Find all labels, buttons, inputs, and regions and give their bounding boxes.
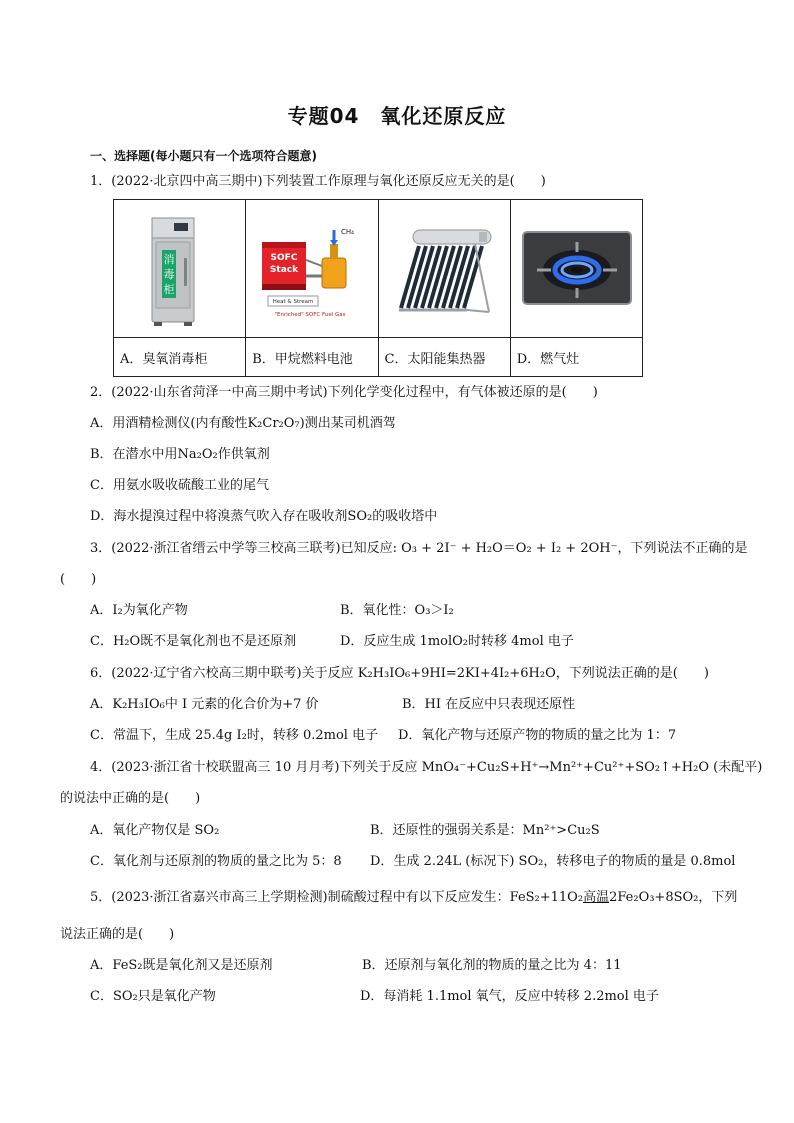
- cabinet-char-1: 消: [163, 253, 175, 266]
- q3-option-b: B．氧化性：O₃＞I₂: [340, 603, 454, 618]
- q1-image-cabinet: [114, 200, 246, 338]
- cabinet-char-2: 毒: [163, 268, 175, 281]
- fuel-cell-icon: [246, 200, 378, 337]
- solar-heater-icon: [379, 200, 511, 337]
- q6-option-c: C．常温下，生成 25.4g I₂时，转移 0.2mol 电子: [90, 728, 379, 743]
- q2-option-b: B．在潜水中用Na₂O₂作供氧剂: [90, 447, 270, 462]
- q4-stem-line2: 的说法中正确的是( ): [60, 791, 201, 806]
- fuelcell-label-sofc: SOFC: [270, 253, 298, 263]
- q6-stem: 6．(2022·辽宁省六校高三期中联考)关于反应 K₂H₃IO₆+9HI=2KI+4I₂+6H₂O，下列说法正确的是( ): [90, 666, 709, 681]
- q5-option-c: C．SO₂只是氧化产物: [90, 989, 216, 1004]
- q2-option-c: C．用氨水吸收硫酸工业的尾气: [90, 478, 269, 493]
- q2-option-d: D．海水提溴过程中将溴蒸气吹入存在吸收剂SO₂的吸收塔中: [90, 509, 438, 524]
- q1-image-fuelcell: [246, 200, 378, 338]
- q4-option-b: B．还原性的强弱关系是：Mn²⁺>Cu₂S: [370, 823, 600, 838]
- q4-stem-line1: 4．(2023·浙江省十校联盟高三 10 月月考)下列关于反应 MnO₄⁻+Cu₂S+H⁺→Mn²⁺+Cu²⁺+SO₂↑+H₂O (未配平): [90, 760, 763, 775]
- gas-stove-icon: [511, 200, 643, 337]
- q3-option-c: C．H₂O既不是氧化剂也不是还原剂: [90, 634, 297, 649]
- q1-option-c: C．太阳能集热器: [378, 338, 510, 377]
- q1-device-table: [113, 199, 643, 377]
- q5-stem-line1: [90, 890, 737, 906]
- q5-option-a: A．FeS₂既是氧化剂又是还原剂: [90, 958, 273, 973]
- q4-option-d: D．生成 2.24L (标况下) SO₂，转移电子的物质的量是 0.8mol: [370, 854, 736, 869]
- fuelcell-label-ch4: CH₄: [341, 228, 355, 236]
- q5-option-d: D．每消耗 1.1mol 氧气，反应中转移 2.2mol 电子: [360, 989, 659, 1004]
- q6-option-a: A．K₂H₃IO₆中 I 元素的化合价为+7 价: [90, 697, 319, 712]
- q5-stem-part1: 5．(2023·浙江省嘉兴市高三上学期检测)制硫酸过程中有以下反应发生：FeS₂+11O₂: [90, 890, 584, 905]
- q4-option-c: C．氧化剂与还原剂的物质的量之比为 5：8: [90, 854, 342, 869]
- q1-stem: 1．(2022·北京四中高三期中)下列装置工作原理与氧化还原反应无关的是( ): [90, 174, 546, 189]
- q3-option-d: D．反应生成 1molO₂时转移 4mol 电子: [340, 634, 574, 649]
- fuelcell-label-heat: Heat & Stream: [272, 299, 314, 305]
- page-title: 专题04 氧化还原反应: [287, 104, 507, 128]
- q1-image-solar: [378, 200, 510, 338]
- q2-option-a: A．用酒精检测仪(内有酸性K₂Cr₂O₇)测出某司机酒驾: [90, 416, 396, 431]
- q5-option-b: B．还原剂与氧化剂的物质的量之比为 4：11: [362, 958, 622, 973]
- q5-stem-part2: 2Fe₂O₃+8SO₂，下列: [609, 890, 738, 905]
- q1-option-d: D．燃气灶: [510, 338, 642, 377]
- q1-image-stove: [510, 200, 642, 338]
- q6-option-d: D．氧化产物与还原产物的物质的量之比为 1：7: [398, 728, 677, 743]
- q3-option-a: A．I₂为氧化产物: [90, 603, 188, 618]
- q4-option-a: A．氧化产物仅是 SO₂: [90, 823, 220, 838]
- q5-stem-line2: 说法正确的是( ): [60, 927, 175, 942]
- q5-condition-high-temp: 高温: [583, 890, 610, 905]
- cabinet-char-3: 柜: [163, 283, 175, 296]
- q2-stem: 2．(2022·山东省菏泽一中高三期中考试)下列化学变化过程中，有气体被还原的是( ): [90, 385, 598, 400]
- q1-option-b: B．甲烷燃料电池: [246, 338, 378, 377]
- fuelcell-label-stack: Stack: [270, 265, 299, 275]
- fuelcell-caption: "Enriched" SOFC Fuel Gas: [274, 312, 346, 318]
- q3-stem-line1: 3．(2022·浙江省缙云中学等三校高三联考)已知反应: O₃ + 2I⁻ + H₂O＝O₂ + I₂ + 2OH⁻，下列说法不正确的是: [90, 541, 748, 556]
- q6-option-b: B．HI 在反应中只表现还原性: [402, 697, 576, 712]
- q1-option-a: A．臭氧消毒柜: [114, 338, 246, 377]
- disinfection-cabinet-icon: [114, 200, 246, 337]
- q3-stem-line2: ( ): [60, 572, 97, 587]
- section-heading: 一、选择题(每小题只有一个选项符合题意): [90, 149, 317, 163]
